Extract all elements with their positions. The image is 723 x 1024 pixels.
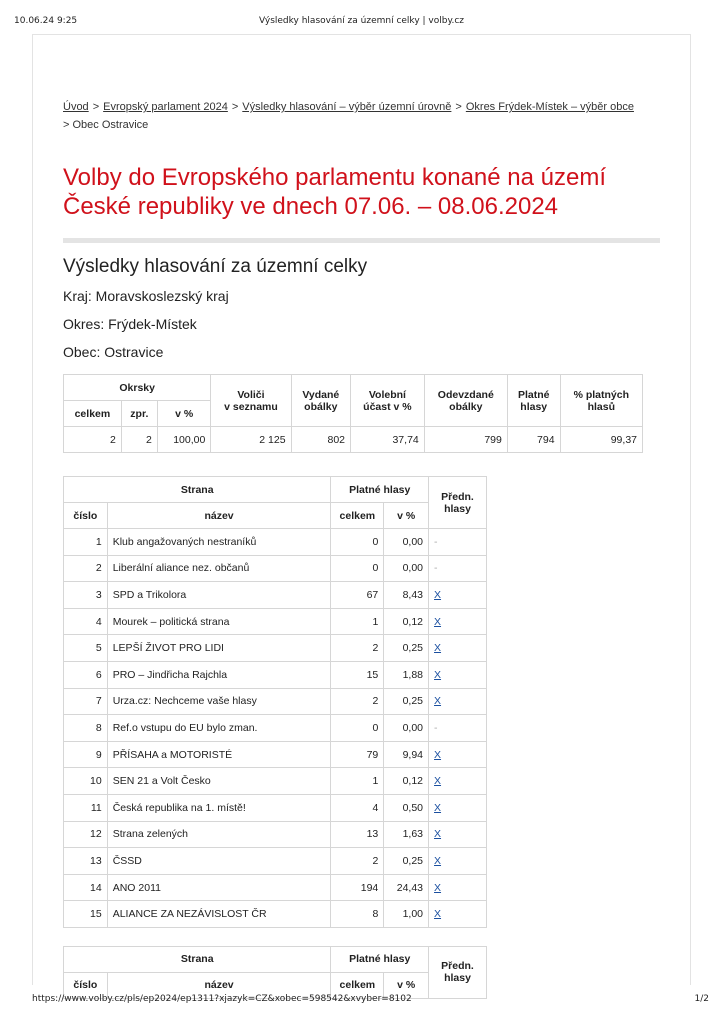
page-title — [63, 163, 660, 221]
party-rows — [64, 529, 487, 928]
party-votes: 0 — [331, 555, 384, 582]
print-page-number: 1/2 — [694, 994, 709, 1004]
party-number: 12 — [64, 821, 108, 848]
col-strana: Strana — [64, 477, 331, 503]
col-odevzdane-obalky: Odevzdané obálky — [424, 375, 507, 427]
cell: 37,74 — [351, 427, 425, 453]
parties-table — [63, 476, 487, 928]
table-row — [64, 794, 487, 821]
col-pct-platnych: % platných hlasů — [560, 375, 642, 427]
party-votes-pct: 0,12 — [384, 768, 429, 795]
party-number: 4 — [64, 608, 108, 635]
col-nazev: název — [107, 972, 331, 998]
col-nazev: název — [107, 503, 331, 529]
party-number: 3 — [64, 582, 108, 609]
cell: 794 — [507, 427, 560, 453]
party-votes-pct: 8,43 — [384, 582, 429, 609]
col-volici: Voliči v seznamu — [211, 375, 291, 427]
party-name: SEN 21 a Volt Česko — [107, 768, 331, 795]
region-kraj: Kraj: Moravskoslezský kraj — [63, 288, 229, 304]
breadcrumb-link-ep2024[interactable]: Evropský parlament 2024 — [103, 101, 228, 113]
parties-table-continued — [63, 946, 487, 999]
section-title: Výsledky hlasování za územní celky — [63, 256, 368, 277]
party-votes: 15 — [331, 661, 384, 688]
col-okrsky-zpr: zpr. — [121, 401, 157, 427]
party-votes: 194 — [331, 874, 384, 901]
cell: 100,00 — [157, 427, 210, 453]
breadcrumb-separator: > — [63, 119, 70, 131]
breadcrumb-separator: > — [92, 101, 100, 113]
page-title-line1: Volby do Evropského parlamentu konané na území — [63, 164, 607, 191]
party-votes-pct: 24,43 — [384, 874, 429, 901]
party-votes-pct: 1,00 — [384, 901, 429, 928]
party-name: LEPŠÍ ŽIVOT PRO LIDI — [107, 635, 331, 662]
party-number: 8 — [64, 715, 108, 742]
party-votes-pct: 0,00 — [384, 529, 429, 556]
party-name: SPD a Trikolora — [107, 582, 331, 609]
preferential-votes-cell — [429, 529, 487, 556]
party-name: ČSSD — [107, 848, 331, 875]
party-name: Strana zelených — [107, 821, 331, 848]
party-name: ALIANCE ZA NEZÁVISLOST ČR — [107, 901, 331, 928]
breadcrumb-separator: > — [455, 101, 462, 113]
party-name: PŘÍSAHA a MOTORISTÉ — [107, 741, 331, 768]
preferential-votes-cell — [429, 741, 487, 768]
col-platne-hlasy: Platné hlasy — [507, 375, 560, 427]
preferential-votes-cell — [429, 555, 487, 582]
preferential-votes-link[interactable]: X — [434, 881, 442, 894]
preferential-votes-link[interactable]: X — [434, 642, 442, 655]
cell: 799 — [424, 427, 507, 453]
preferential-votes-cell — [429, 821, 487, 848]
party-votes: 2 — [331, 848, 384, 875]
preferential-votes-cell — [429, 635, 487, 662]
party-name: PRO – Jindřicha Rajchla — [107, 661, 331, 688]
col-pct: v % — [384, 972, 429, 998]
breadcrumb — [63, 98, 660, 134]
table-row — [64, 582, 487, 609]
summary-table — [63, 374, 643, 453]
table-row — [64, 661, 487, 688]
preferential-votes-none: - — [434, 721, 438, 734]
preferential-votes-cell — [429, 582, 487, 609]
party-votes: 67 — [331, 582, 384, 609]
table-row — [64, 635, 487, 662]
col-prednostni-hlasy: Předn. hlasy — [429, 477, 487, 529]
cell: 802 — [291, 427, 350, 453]
party-votes-pct: 9,94 — [384, 741, 429, 768]
preferential-votes-cell — [429, 901, 487, 928]
party-number: 1 — [64, 529, 108, 556]
table-row — [64, 608, 487, 635]
party-votes: 8 — [331, 901, 384, 928]
party-votes: 2 — [331, 688, 384, 715]
col-platne-hlasy: Platné hlasy — [331, 477, 429, 503]
region-okres: Okres: Frýdek-Místek — [63, 316, 197, 332]
party-name: Urza.cz: Nechceme vaše hlasy — [107, 688, 331, 715]
party-votes: 0 — [331, 715, 384, 742]
party-number: 6 — [64, 661, 108, 688]
preferential-votes-cell — [429, 688, 487, 715]
preferential-votes-none: - — [434, 535, 438, 548]
table-row — [64, 529, 487, 556]
party-name: Klub angažovaných nestraníků — [107, 529, 331, 556]
party-votes-pct: 0,00 — [384, 555, 429, 582]
party-votes-pct: 0,25 — [384, 688, 429, 715]
party-number: 9 — [64, 741, 108, 768]
print-title: Výsledky hlasování za územní celky | volby.cz — [258, 16, 465, 26]
breadcrumb-link-okres[interactable]: Okres Frýdek-Místek – výběr obce — [465, 101, 634, 113]
preferential-votes-link[interactable]: X — [434, 748, 442, 761]
preferential-votes-link[interactable]: X — [434, 695, 442, 708]
col-cislo: číslo — [64, 972, 108, 998]
table-row — [64, 555, 487, 582]
party-votes-pct: 1,63 — [384, 821, 429, 848]
breadcrumb-current: Obec Ostravice — [72, 119, 149, 131]
divider — [63, 238, 660, 243]
print-footer — [32, 994, 709, 1004]
col-strana: Strana — [64, 946, 331, 972]
party-votes: 4 — [331, 794, 384, 821]
party-votes: 13 — [331, 821, 384, 848]
party-number: 2 — [64, 555, 108, 582]
breadcrumb-separator: > — [231, 101, 239, 113]
col-platne-hlasy: Platné hlasy — [331, 946, 429, 972]
table-row — [64, 821, 487, 848]
preferential-votes-link[interactable]: X — [434, 908, 442, 921]
table-row — [64, 688, 487, 715]
col-okrsky-pct: v % — [157, 401, 210, 427]
preferential-votes-link[interactable]: X — [434, 828, 442, 841]
party-number: 5 — [64, 635, 108, 662]
preferential-votes-cell — [429, 794, 487, 821]
table-row — [64, 901, 487, 928]
preferential-votes-cell — [429, 874, 487, 901]
cell: 2 — [121, 427, 157, 453]
preferential-votes-cell — [429, 715, 487, 742]
print-url: https://www.volby.cz/pls/ep2024/ep1311?xjazyk=CZ&xobec=598542&xvyber=8102 — [32, 994, 412, 1004]
party-name: ANO 2011 — [107, 874, 331, 901]
party-number: 14 — [64, 874, 108, 901]
preferential-votes-link[interactable]: X — [434, 854, 442, 867]
party-number: 10 — [64, 768, 108, 795]
cell: 2 125 — [211, 427, 291, 453]
table-row — [64, 848, 487, 875]
col-pct: v % — [384, 503, 429, 529]
preferential-votes-link[interactable]: X — [434, 801, 442, 814]
preferential-votes-cell — [429, 661, 487, 688]
party-number: 15 — [64, 901, 108, 928]
preferential-votes-none: - — [434, 562, 438, 575]
table-row — [64, 741, 487, 768]
print-datetime: 10.06.24 9:25 — [14, 16, 78, 26]
print-header — [14, 16, 709, 30]
table-row — [64, 874, 487, 901]
party-name: Mourek – politická strana — [107, 608, 331, 635]
party-votes: 1 — [331, 768, 384, 795]
preferential-votes-cell — [429, 768, 487, 795]
party-votes-pct: 1,88 — [384, 661, 429, 688]
cell: 99,37 — [560, 427, 642, 453]
party-number: 13 — [64, 848, 108, 875]
table-row — [64, 768, 487, 795]
party-votes-pct: 0,00 — [384, 715, 429, 742]
preferential-votes-link[interactable]: X — [434, 588, 442, 601]
preferential-votes-cell — [429, 608, 487, 635]
party-votes: 0 — [331, 529, 384, 556]
col-celkem: celkem — [331, 972, 384, 998]
table-row — [64, 715, 487, 742]
col-vydane-obalky: Vydané obálky — [291, 375, 350, 427]
preferential-votes-link[interactable]: X — [434, 775, 442, 788]
party-votes-pct: 0,25 — [384, 635, 429, 662]
party-votes: 1 — [331, 608, 384, 635]
party-name: Česká republika na 1. místě! — [107, 794, 331, 821]
party-votes-pct: 0,12 — [384, 608, 429, 635]
breadcrumb-link-vyber-urovne[interactable]: Výsledky hlasování – výběr územní úrovně — [242, 101, 452, 113]
cell: 2 — [64, 427, 122, 453]
col-prednostni-hlasy: Předn. hlasy — [429, 946, 487, 998]
party-votes-pct: 0,50 — [384, 794, 429, 821]
party-number: 7 — [64, 688, 108, 715]
summary-row — [64, 427, 643, 453]
party-name: Liberální aliance nez. občanů — [107, 555, 331, 582]
party-number: 11 — [64, 794, 108, 821]
party-votes: 2 — [331, 635, 384, 662]
preferential-votes-cell — [429, 848, 487, 875]
page-title-line2: České republiky ve dnech 07.06. – 08.06.2024 — [63, 193, 559, 220]
col-cislo: číslo — [64, 503, 108, 529]
region-obec: Obec: Ostravice — [63, 344, 164, 360]
main-content — [63, 98, 660, 999]
party-name: Ref.o vstupu do EU bylo zman. — [107, 715, 331, 742]
col-okrsky-celkem: celkem — [64, 401, 122, 427]
party-votes: 79 — [331, 741, 384, 768]
col-celkem: celkem — [331, 503, 384, 529]
col-volebni-ucast: Volební účast v % — [351, 375, 425, 427]
party-votes-pct: 0,25 — [384, 848, 429, 875]
breadcrumb-link-uvod[interactable]: Úvod — [63, 101, 89, 113]
col-okrsky: Okrsky — [64, 375, 211, 401]
preferential-votes-link[interactable]: X — [434, 668, 442, 681]
preferential-votes-link[interactable]: X — [434, 615, 442, 628]
